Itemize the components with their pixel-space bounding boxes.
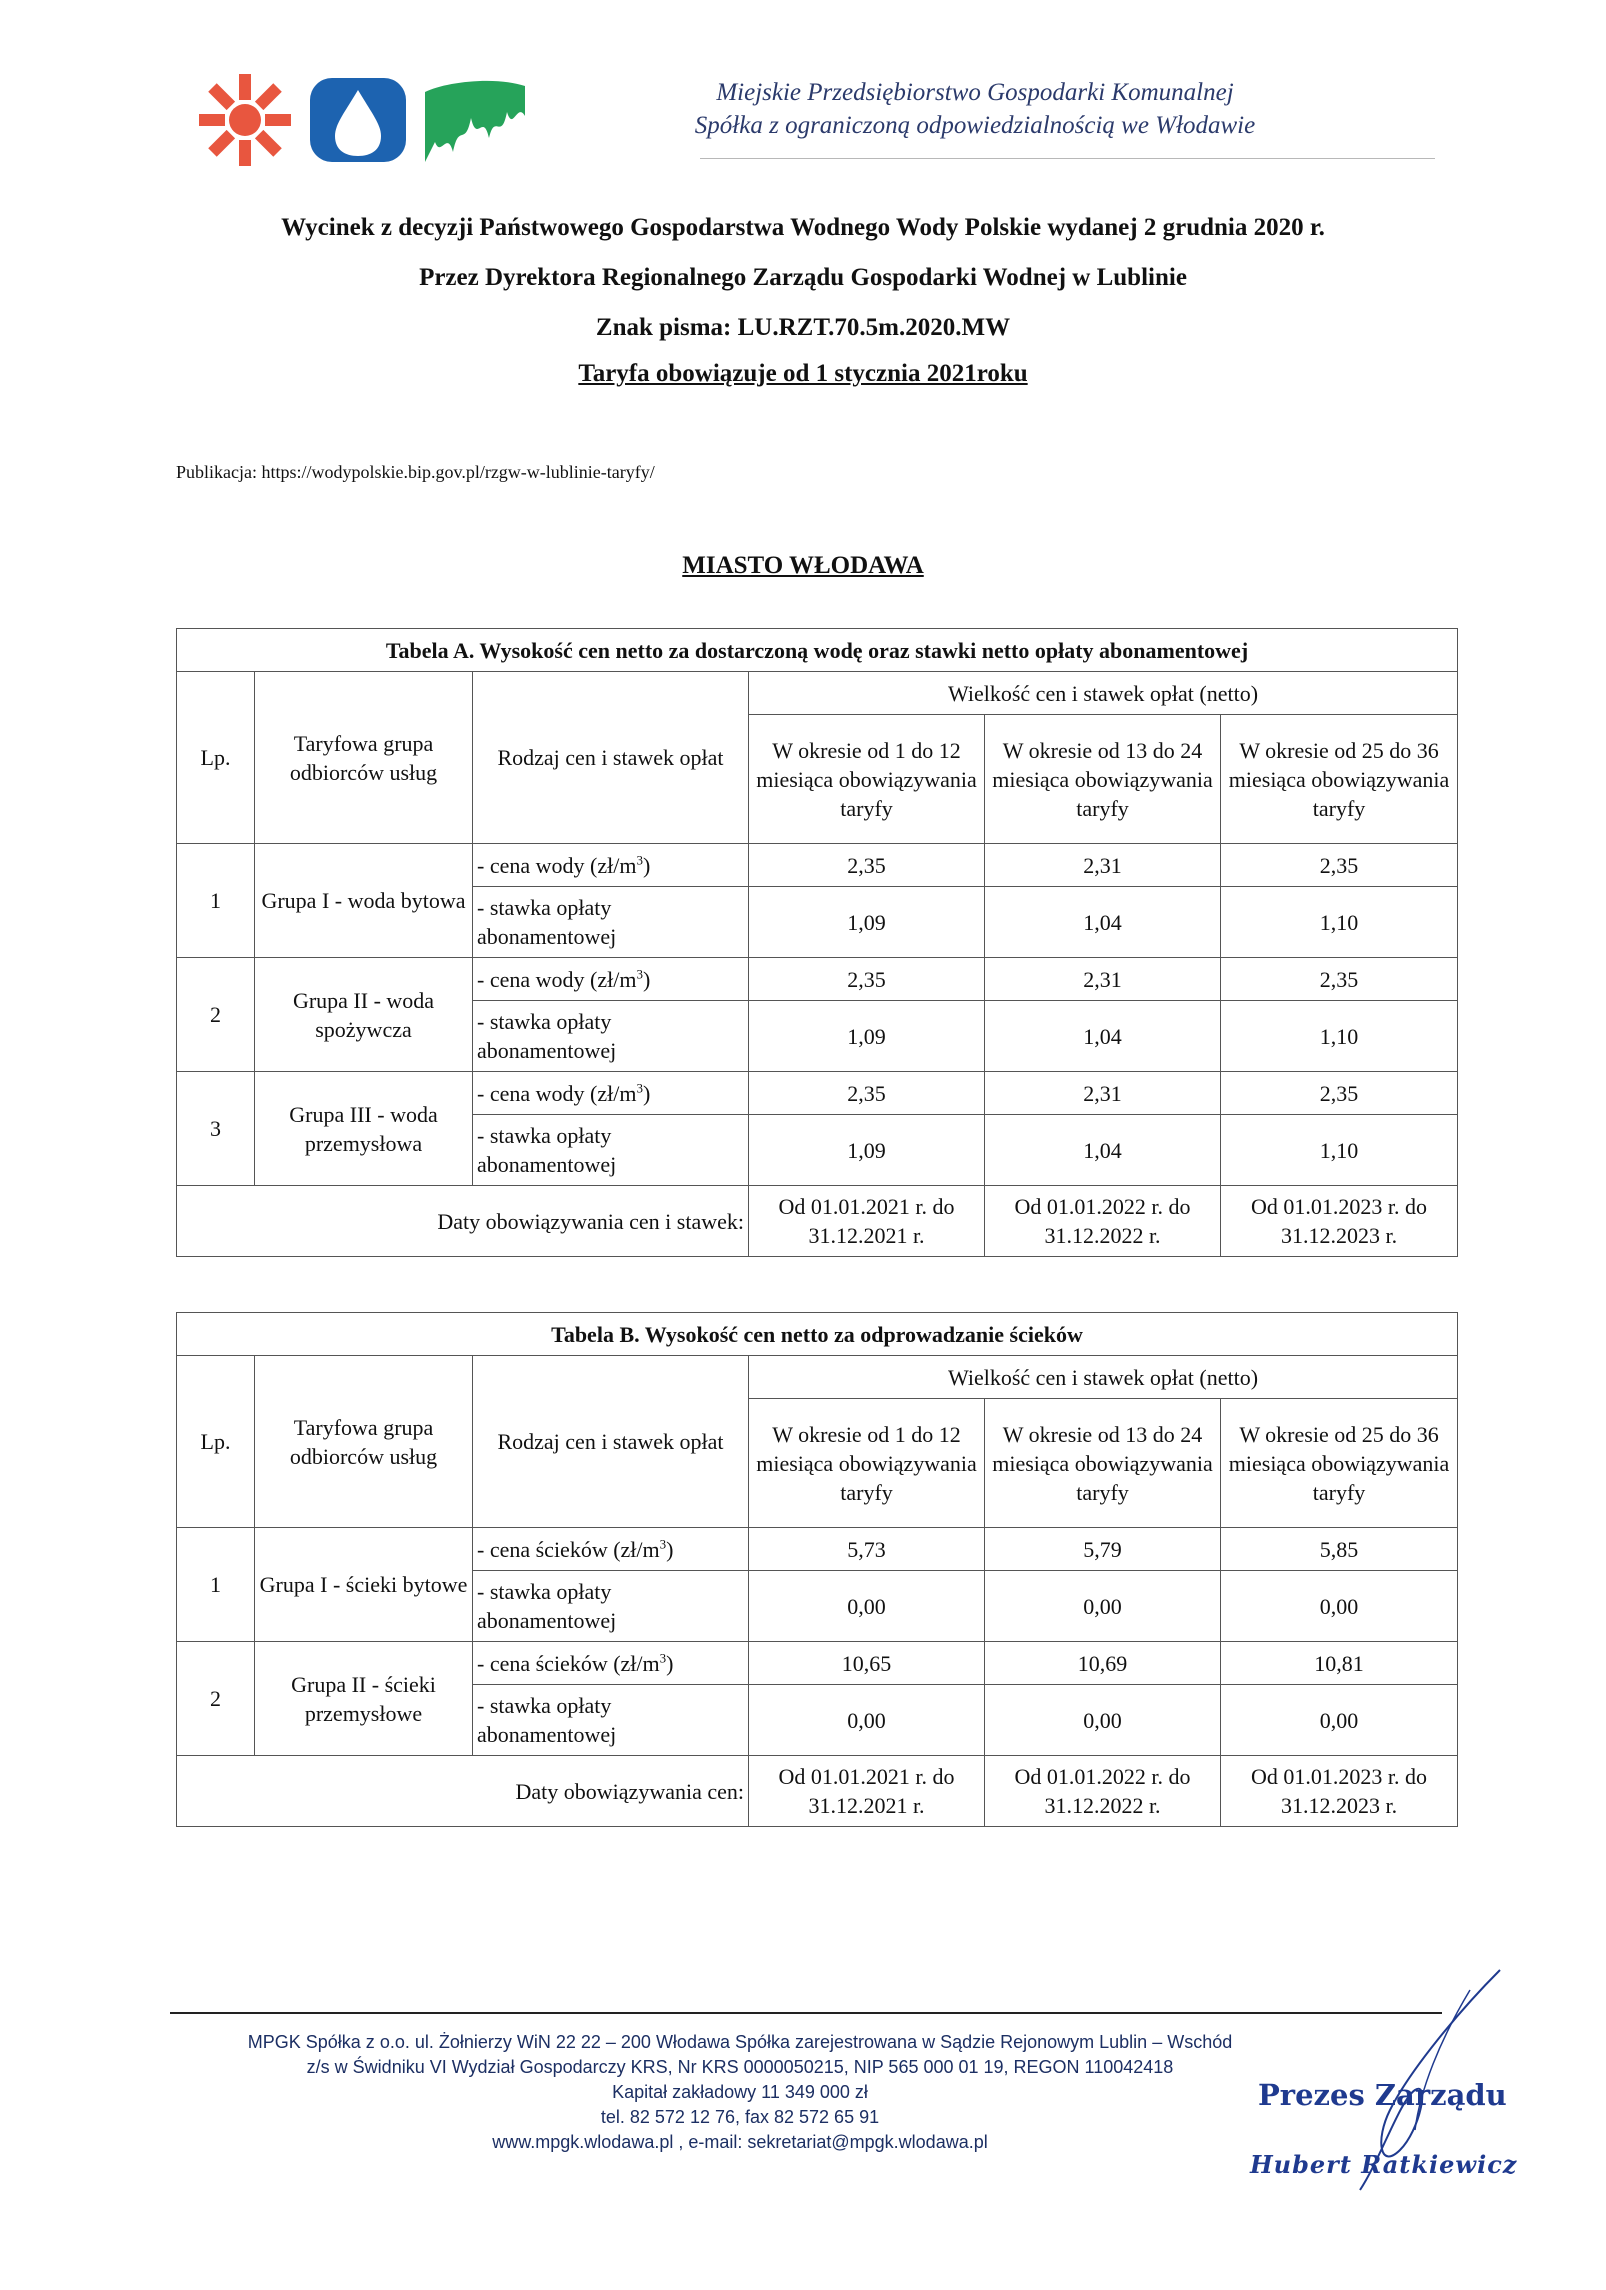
fee-label: - stawka opłaty abonamentowej: [473, 1685, 749, 1756]
company-name: [640, 76, 1310, 142]
row-group: Grupa III - woda przemysłowa: [255, 1072, 473, 1186]
water-drop-icon: [310, 78, 406, 162]
header-period-3: W okresie od 25 do 36 miesiąca obowiązywania taryfy: [1221, 715, 1458, 844]
dates-label: Daty obowiązywania cen i stawek:: [177, 1186, 749, 1257]
price-value: 2,35: [749, 844, 985, 887]
title-reference: Znak pisma: LU.RZT.70.5m.2020.MW: [595, 314, 1011, 341]
row-lp: 1: [177, 844, 255, 958]
header-lp: Lp.: [177, 1356, 255, 1528]
fee-value: 0,00: [1221, 1685, 1458, 1756]
tariff-table-sewage: [176, 1312, 1458, 1827]
header-values: Wielkość cen i stawek opłat (netto): [749, 1356, 1458, 1399]
row-lp: 3: [177, 1072, 255, 1186]
price-value: 2,31: [985, 844, 1221, 887]
table-caption: Tabela B. Wysokość cen netto za odprowadzanie ścieków: [177, 1313, 1458, 1356]
footer-info: [160, 2030, 1320, 2155]
price-label: - cena ścieków $(zł/m^3)$: [473, 1642, 749, 1685]
price-value: 5,79: [985, 1528, 1221, 1571]
header-divider: [700, 158, 1435, 159]
price-value: 2,35: [1221, 958, 1458, 1001]
footer-phone: tel. 82 572 12 76, fax 82 572 65 91: [600, 2107, 880, 2127]
fee-value: 0,00: [749, 1685, 985, 1756]
header-group: Taryfowa grupa odbiorców usług: [255, 1356, 473, 1528]
footer-registry: z/s w Świdniku VI Wydział Gospodarczy KRS, Nr KRS 0000050215, NIP 565 000 01 19, REGON 110042418: [306, 2057, 1174, 2077]
header-period-2: W okresie od 13 do 24 miesiąca obowiązywania taryfy: [985, 1399, 1221, 1528]
city-heading: MIASTO WŁODAWA: [682, 552, 924, 579]
header-kind: Rodzaj cen i stawek opłat: [473, 672, 749, 844]
fee-value: 1,10: [1221, 1001, 1458, 1072]
company-logo: [195, 72, 530, 167]
date-range: Od 01.01.2021 r. do 31.12.2021 r.: [749, 1756, 985, 1827]
row-lp: 2: [177, 958, 255, 1072]
title-line-1: Wycinek z decyzji Państwowego Gospodarstwa Wodnego Wody Polskie wydanej 2 grudnia 2020 r.: [281, 214, 1325, 241]
fee-value: 0,00: [749, 1571, 985, 1642]
fee-value: 1,09: [749, 887, 985, 958]
table-row: [177, 958, 1458, 1001]
header-group: Taryfowa grupa odbiorców usług: [255, 672, 473, 844]
table-caption: Tabela A. Wysokość cen netto za dostarczoną wodę oraz stawki netto opłaty abonamentowej: [177, 629, 1458, 672]
title-line-2: Przez Dyrektora Regionalnego Zarządu Gospodarki Wodnej w Lublinie: [419, 264, 1187, 291]
dates-row: [177, 1756, 1458, 1827]
table-row: [177, 1528, 1458, 1571]
price-label: - cena wody $(zł/m^3)$: [473, 958, 749, 1001]
price-value: 2,35: [749, 1072, 985, 1115]
footer-web: www.mpgk.wlodawa.pl , e-mail: sekretariat@mpgk.wlodawa.pl: [492, 2132, 988, 2152]
company-line-1: Miejskie Przedsiębiorstwo Gospodarki Komunalnej: [716, 79, 1234, 106]
header-values: Wielkość cen i stawek opłat (netto): [749, 672, 1458, 715]
date-range: Od 01.01.2023 r. do 31.12.2023 r.: [1221, 1186, 1458, 1257]
fee-value: 1,10: [1221, 887, 1458, 958]
price-value: 2,35: [1221, 1072, 1458, 1115]
table-row: [177, 844, 1458, 887]
header-lp: Lp.: [177, 672, 255, 844]
fee-label: - stawka opłaty abonamentowej: [473, 1115, 749, 1186]
title-effective-date: Taryfa obowiązuje od 1 stycznia 2021roku: [578, 360, 1028, 387]
stamp-name: Hubert Ratkiewicz: [1250, 2150, 1518, 2179]
price-value: 2,31: [985, 958, 1221, 1001]
footer-divider: [170, 2012, 1442, 2014]
signature-icon: [1320, 1960, 1520, 2200]
fee-value: 1,10: [1221, 1115, 1458, 1186]
fee-label: - stawka opłaty abonamentowej: [473, 1571, 749, 1642]
sun-icon: [199, 74, 291, 166]
price-label: - cena wody $(zł/m^3)$: [473, 844, 749, 887]
fee-value: 1,09: [749, 1115, 985, 1186]
price-value: 5,73: [749, 1528, 985, 1571]
fee-value: 1,09: [749, 1001, 985, 1072]
price-label: - cena ścieków $(zł/m^3)$: [473, 1528, 749, 1571]
price-value: 2,35: [749, 958, 985, 1001]
price-label: - cena wody $(zł/m^3)$: [473, 1072, 749, 1115]
row-lp: 1: [177, 1528, 255, 1642]
tariff-table-water: [176, 628, 1458, 1257]
publication-link: Publikacja: https://wodypolskie.bip.gov.pl/rzgw-w-lublinie-taryfy/: [176, 462, 655, 482]
price-value: 5,85: [1221, 1528, 1458, 1571]
stamp-title: Prezes Zarządu: [1258, 2078, 1507, 2112]
fee-value: 0,00: [1221, 1571, 1458, 1642]
fee-value: 0,00: [985, 1571, 1221, 1642]
header-kind: Rodzaj cen i stawek opłat: [473, 1356, 749, 1528]
fee-value: 1,04: [985, 887, 1221, 958]
price-value: 2,31: [985, 1072, 1221, 1115]
fee-value: 1,04: [985, 1001, 1221, 1072]
table-row: [177, 1642, 1458, 1685]
row-group: Grupa II - ścieki przemysłowe: [255, 1642, 473, 1756]
date-range: Od 01.01.2022 r. do 31.12.2022 r.: [985, 1186, 1221, 1257]
fee-label: - stawka opłaty abonamentowej: [473, 1001, 749, 1072]
header-period-1: W okresie od 1 do 12 miesiąca obowiązywania taryfy: [749, 715, 985, 844]
price-value: 10,69: [985, 1642, 1221, 1685]
row-group: Grupa I - ścieki bytowe: [255, 1528, 473, 1642]
header-period-1: W okresie od 1 do 12 miesiąca obowiązywania taryfy: [749, 1399, 985, 1528]
grass-icon: [425, 81, 525, 162]
date-range: Od 01.01.2021 r. do 31.12.2021 r.: [749, 1186, 985, 1257]
row-group: Grupa II - woda spożywcza: [255, 958, 473, 1072]
date-range: Od 01.01.2023 r. do 31.12.2023 r.: [1221, 1756, 1458, 1827]
price-value: 10,65: [749, 1642, 985, 1685]
company-line-2: Spółka z ograniczoną odpowiedzialnością we Włodawie: [694, 112, 1256, 139]
fee-label: - stawka opłaty abonamentowej: [473, 887, 749, 958]
footer-capital: Kapitał zakładowy 11 349 000 zł: [612, 2082, 868, 2102]
row-group: Grupa I - woda bytowa: [255, 844, 473, 958]
price-value: 10,81: [1221, 1642, 1458, 1685]
table-row: [177, 1072, 1458, 1115]
fee-value: 0,00: [985, 1685, 1221, 1756]
date-range: Od 01.01.2022 r. do 31.12.2022 r.: [985, 1756, 1221, 1827]
price-value: 2,35: [1221, 844, 1458, 887]
footer-address: MPGK Spółka z o.o. ul. Żołnierzy WiN 22 22 – 200 Włodawa Spółka zarejestrowana w Sądzie Rejonowym Lublin – Wschód: [247, 2032, 1233, 2052]
row-lp: 2: [177, 1642, 255, 1756]
header-period-2: W okresie od 13 do 24 miesiąca obowiązywania taryfy: [985, 715, 1221, 844]
dates-label: Daty obowiązywania cen:: [177, 1756, 749, 1827]
fee-value: 1,04: [985, 1115, 1221, 1186]
header-period-3: W okresie od 25 do 36 miesiąca obowiązywania taryfy: [1221, 1399, 1458, 1528]
dates-row: [177, 1186, 1458, 1257]
